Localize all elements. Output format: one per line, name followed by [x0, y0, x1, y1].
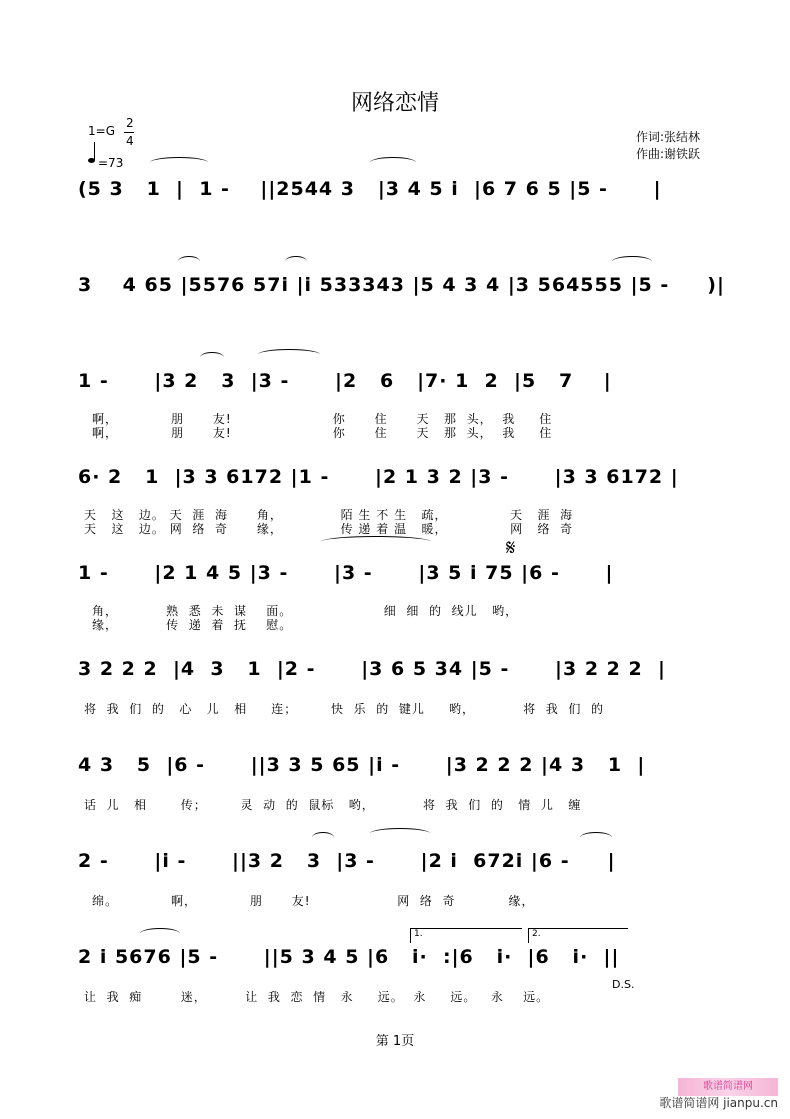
lyrics-row-7-verse-1: 话 儿 相 传； 灵 动 的 鼠标 哟， 将 我 们 的 情 儿 缠: [84, 798, 582, 812]
quarter-note-stem: [94, 142, 95, 160]
lyrics-row-9-verse-1: 让 我 痴 迷， 让 我 恋 情 永 远。 永 远。 永 远。: [84, 990, 550, 1004]
second-ending-bracket: 2.: [528, 928, 628, 943]
segno-icon: 𝄋: [506, 536, 516, 561]
slur: [370, 157, 416, 168]
lyrics-row-4-verse-2: 天 这 边。 网 络 奇 缘， 传 递 着 温 暖， 网 络 奇: [84, 522, 574, 536]
site-logo: 歌谱简谱网: [678, 1078, 778, 1096]
lyrics-row-6-verse-1: 将 我 们 的 心 儿 相 连； 快 乐 的 键儿 哟， 将 我 们 的: [84, 702, 604, 716]
notes-row-8: 2 - |i - ||3 2 3 |3 - |2 i 672i |6 - |: [78, 850, 616, 872]
notes-row-7: 4 3 5 |6 - ||3 3 5 65 |i - |3 2 2 2 |4 3 1 |: [78, 754, 646, 776]
composer-credit: 作曲:谢铁跃: [636, 147, 701, 161]
lyrics-row-3-verse-1: 啊， 朋 友! 你 住 天 那 头， 我 住: [92, 412, 553, 426]
slur: [580, 832, 612, 843]
slur: [200, 352, 224, 363]
staff-row-7: [78, 752, 743, 816]
time-signature-line: [124, 132, 134, 133]
slur: [258, 349, 320, 360]
staff-row-1: [78, 176, 743, 208]
first-ending-bracket: 1.: [410, 928, 522, 943]
notes-row-9: 2 i 5676 |5 - ||5 3 4 5 |6 i· :|6 i· |6 i· ||: [78, 946, 620, 968]
lyrics-row-4-verse-1: 天 这 边。 天 涯 海 角， 陌 生 不 生 疏， 天 涯 海: [84, 508, 574, 522]
site-footer-text: 歌谱简谱网 jianpu.cn: [659, 1096, 778, 1110]
slur: [140, 928, 180, 939]
notes-row-4: 6· 2 1 |3 3 6172 |1 - |2 1 3 2 |3 - |3 3 6172 |: [78, 466, 679, 488]
slur: [150, 157, 208, 168]
slur: [312, 832, 334, 843]
notes-row-1: (5 3 1 | 1 - ||2544 3 |3 4 5 i |6 7 6 5 |5 - |: [78, 178, 662, 200]
dal-segno-marking: D.S.: [612, 978, 635, 991]
slur: [612, 256, 652, 267]
lyrics-row-8-verse-1: 绵。 啊， 朋 友! 网 络 奇 缘，: [92, 894, 535, 908]
lyrics-row-5-verse-1: 角， 熟 悉 未 谋 面。 细 细 的 线儿 哟，: [92, 604, 519, 618]
key-signature: 1=G: [88, 124, 115, 138]
slur: [322, 536, 430, 547]
notes-row-5: 1 - |2 1 4 5 |3 - |3 - |3 5 i 75 |6 - |: [78, 562, 614, 584]
slur: [370, 828, 430, 839]
slur: [178, 256, 200, 267]
staff-row-4: [78, 464, 743, 536]
staff-row-9: [78, 944, 743, 1008]
staff-row-6: [78, 656, 743, 720]
slur: [285, 256, 307, 267]
time-signature-top: 2: [126, 116, 134, 130]
lyrics-row-3-verse-2: 啊， 朋 友! 你 住 天 那 头， 我 住: [92, 426, 553, 440]
staff-row-5: [78, 560, 743, 632]
staff-row-3: [78, 368, 743, 440]
tempo-marking: =73: [98, 156, 124, 170]
staff-row-8: [78, 848, 743, 912]
staff-row-2: [78, 272, 743, 304]
time-signature-bottom: 4: [126, 134, 134, 148]
notes-row-6: 3 2 2 2 |4 3 1 |2 - |3 6 5 34 |5 - |3 2 2 2 |: [78, 658, 666, 680]
lyricist-credit: 作词:张结林: [636, 130, 701, 144]
page-number: 第 1页: [375, 1034, 415, 1049]
lyrics-row-5-verse-2: 缘， 传 递 着 抚 慰。: [92, 618, 293, 632]
notes-row-3: 1 - |3 2 3 |3 - |2 6 |7· 1 2 |5 7 |: [78, 370, 612, 392]
song-title: 网络恋情: [350, 91, 439, 116]
notes-row-2: 3 4 65 |5576 57i |i 533343 |5 4 3 4 |3 564555 |5 - )|: [78, 274, 725, 296]
